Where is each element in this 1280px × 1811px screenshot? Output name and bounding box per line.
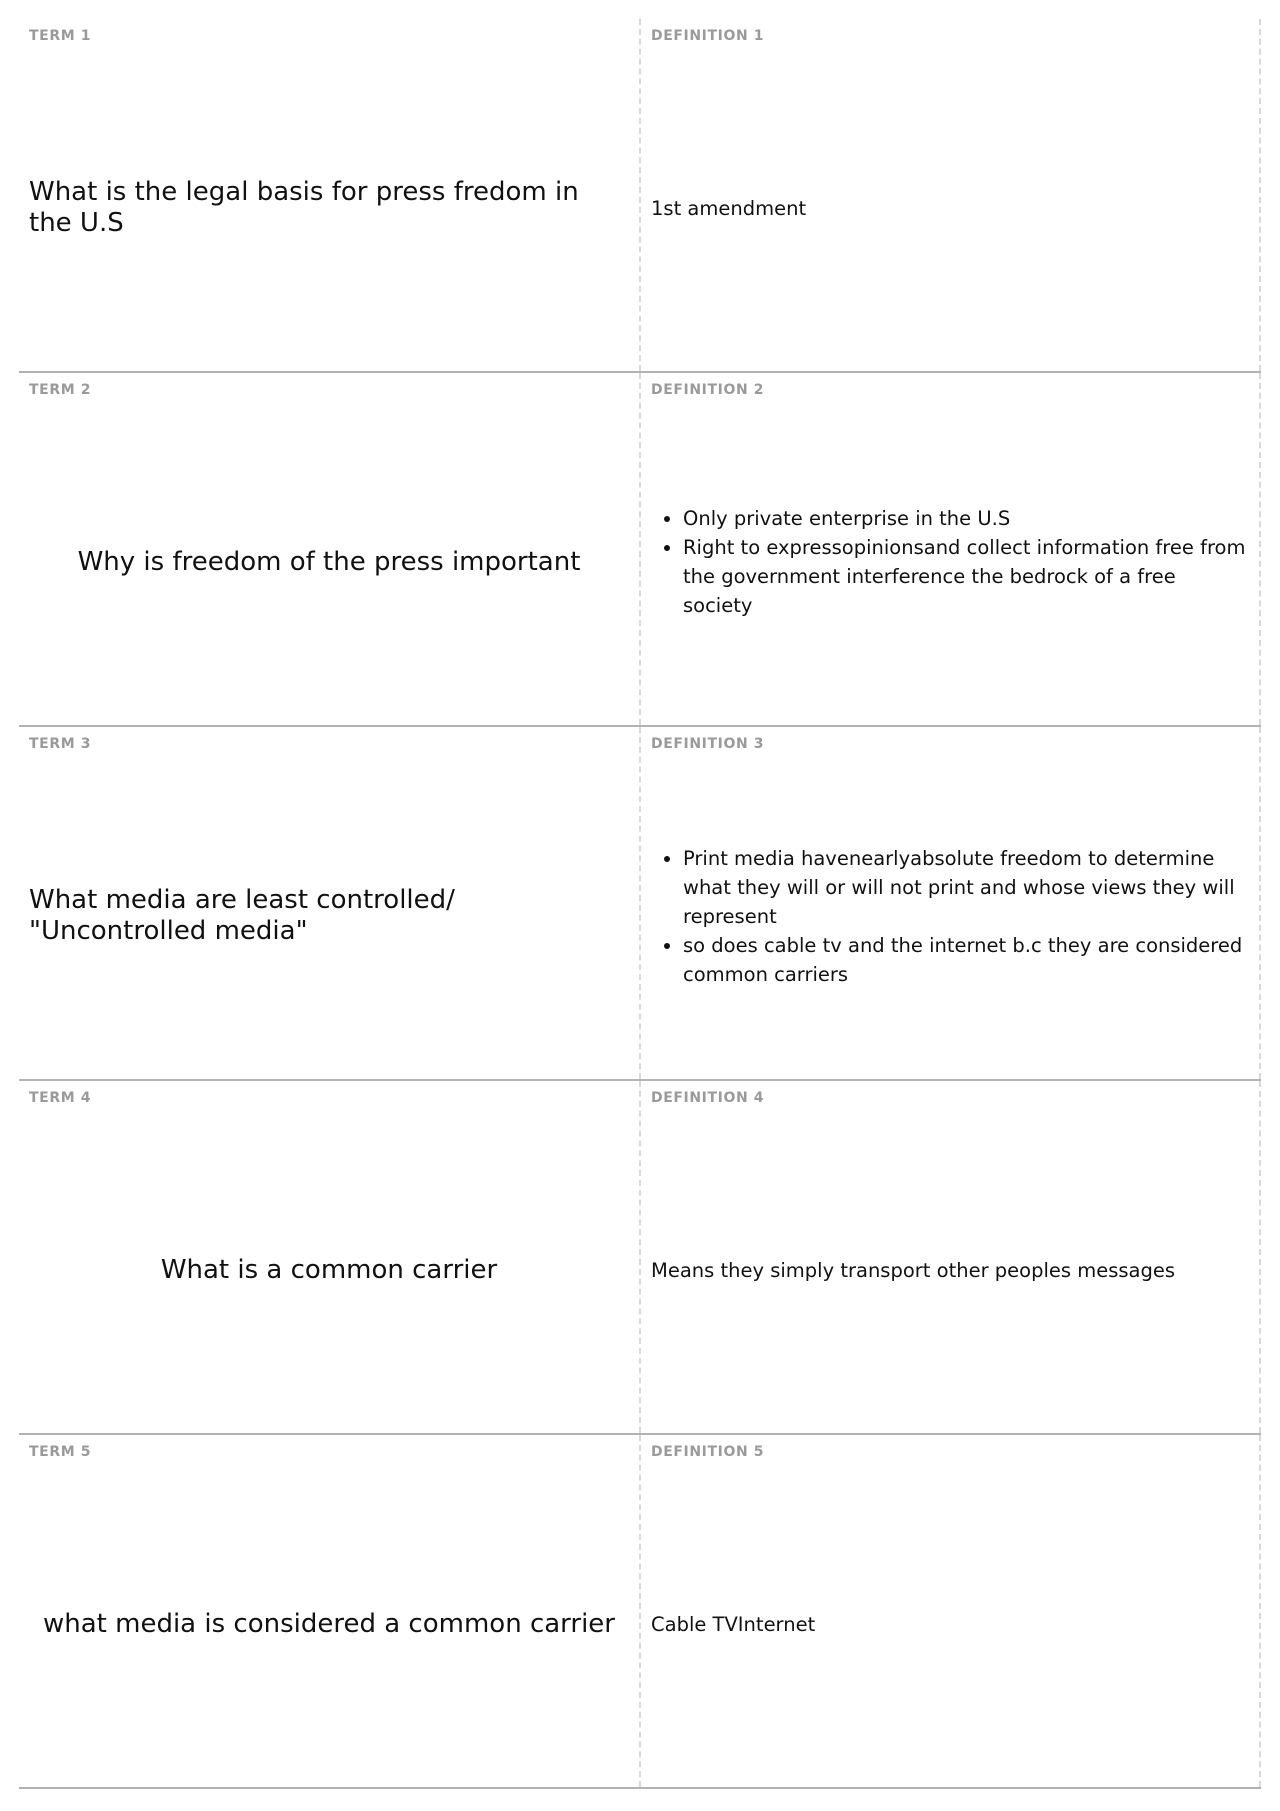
definition-content bbox=[651, 409, 1251, 715]
term-text: Why is freedom of the press important bbox=[77, 546, 581, 577]
definition-label: DEFINITION 2 bbox=[651, 382, 765, 398]
definition-list bbox=[651, 504, 1251, 620]
definition-label: DEFINITION 3 bbox=[651, 736, 765, 752]
term-label: TERM 5 bbox=[29, 1444, 92, 1460]
definition-list-item: • Print media havenearlyabsolute freedom to determine what they will or will not print and whose views they will represent bbox=[683, 844, 1251, 931]
definition-cell bbox=[641, 727, 1261, 1079]
term-label: TERM 4 bbox=[29, 1090, 92, 1106]
flashcard-row bbox=[19, 1081, 1261, 1435]
definition-text: Means they simply transport other peoples messages bbox=[651, 1258, 1176, 1282]
term-text: what media is considered a common carrier bbox=[42, 1608, 615, 1639]
definition-text: Cable TVInternet bbox=[651, 1612, 816, 1636]
term-text: What is a common carrier bbox=[160, 1254, 498, 1285]
term-label: TERM 3 bbox=[29, 736, 92, 752]
term-text: What media are least controlled/ "Uncontrolled media" bbox=[29, 885, 455, 946]
definition-text: 1st amendment bbox=[651, 196, 807, 220]
definition-label: DEFINITION 4 bbox=[651, 1090, 765, 1106]
term-cell bbox=[19, 19, 641, 371]
term-cell bbox=[19, 727, 641, 1079]
flashcard-row bbox=[19, 1435, 1261, 1789]
flashcard-sheet bbox=[19, 19, 1261, 1789]
definition-list-item: • so does cable tv and the internet b.c they are considered common carriers bbox=[683, 931, 1251, 989]
term-cell bbox=[19, 373, 641, 725]
term-cell bbox=[19, 1081, 641, 1433]
term-label: TERM 2 bbox=[29, 382, 92, 398]
definition-content bbox=[651, 763, 1251, 1069]
term-label: TERM 1 bbox=[29, 28, 92, 44]
flashcard-row bbox=[19, 373, 1261, 727]
definition-cell bbox=[641, 1435, 1261, 1787]
definition-cell bbox=[641, 1081, 1261, 1433]
flashcard-row bbox=[19, 727, 1261, 1081]
flashcard-row bbox=[19, 19, 1261, 373]
definition-list-item: • Right to expressopinionsand collect information free from the government interference the bedrock of a free society bbox=[683, 533, 1251, 620]
term-cell bbox=[19, 1435, 641, 1787]
definition-label: DEFINITION 5 bbox=[651, 1444, 765, 1460]
definition-list-item: • Only private enterprise in the U.S bbox=[683, 504, 1251, 533]
definition-label: DEFINITION 1 bbox=[651, 28, 765, 44]
definition-cell bbox=[641, 373, 1261, 725]
term-text: What is the legal basis for press fredom in the U.S bbox=[29, 177, 579, 238]
definition-cell bbox=[641, 19, 1261, 371]
definition-list bbox=[651, 844, 1251, 989]
